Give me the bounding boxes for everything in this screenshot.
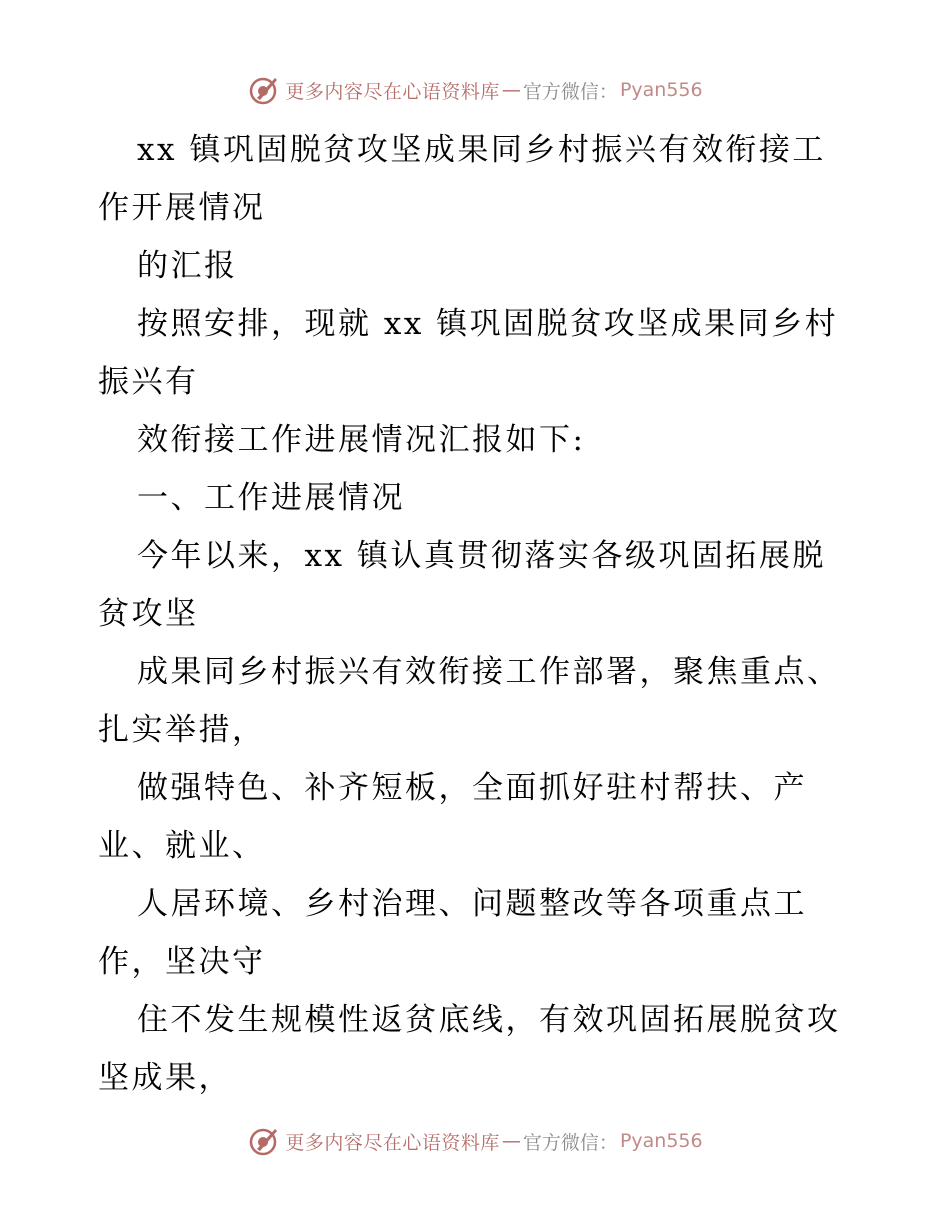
- paragraph-line: 效衔接工作进展情况汇报如下:: [137, 422, 586, 458]
- watermark-sub-text: 官方微信：: [522, 1131, 618, 1154]
- paragraph-line: 人居环境、乡村治理、问题整改等各项重点工: [137, 886, 807, 922]
- paragraph-line: 今年以来，xx 镇认真贯彻落实各级巩固拓展脱: [137, 538, 826, 574]
- watermark-separator: —: [501, 1130, 521, 1152]
- title-line-1: xx 镇巩固脱贫攻坚成果同乡村振兴有效衔接工: [137, 132, 826, 168]
- paragraph-line: 住不发生规模性返贫底线，有效巩固拓展脱贫攻: [137, 1002, 841, 1038]
- title-line-3: 的汇报: [137, 248, 238, 284]
- watermark-main-text: 更多内容尽在心语资料库: [285, 80, 500, 103]
- watermark-sub-text: 官方微信：: [522, 80, 618, 103]
- watermark-main-text: 更多内容尽在心语资料库: [285, 1131, 500, 1154]
- paragraph-line: 贫攻坚: [98, 596, 199, 632]
- paragraph-line: 坚成果，: [98, 1060, 232, 1096]
- section-heading: 一、工作进展情况: [137, 480, 405, 516]
- paragraph-line: 成果同乡村振兴有效衔接工作部署，聚焦重点、: [137, 654, 841, 690]
- watermark-footer: [0, 1121, 950, 1161]
- watermark-id: Pyan556: [619, 1130, 703, 1152]
- paragraph-line: 扎实举措，: [98, 712, 266, 748]
- title-line-2: 作开展情况: [98, 190, 266, 226]
- paragraph-line: 作，坚决守: [98, 944, 266, 980]
- paragraph-line: 振兴有: [98, 364, 199, 400]
- paragraph-line: 做强特色、补齐短板，全面抓好驻村帮扶、产: [137, 770, 807, 806]
- paragraph-line: 按照安排，现就 xx 镇巩固脱贫攻坚成果同乡村: [137, 306, 839, 342]
- paragraph-line: 业、就业、: [98, 828, 266, 864]
- watermark-separator: —: [501, 79, 521, 101]
- watermark-header: [0, 70, 950, 110]
- watermark-id: Pyan556: [619, 79, 703, 101]
- quill-pen-seal-icon: [247, 1125, 279, 1157]
- quill-pen-seal-icon: [247, 74, 279, 106]
- document-body: [0, 121, 950, 1107]
